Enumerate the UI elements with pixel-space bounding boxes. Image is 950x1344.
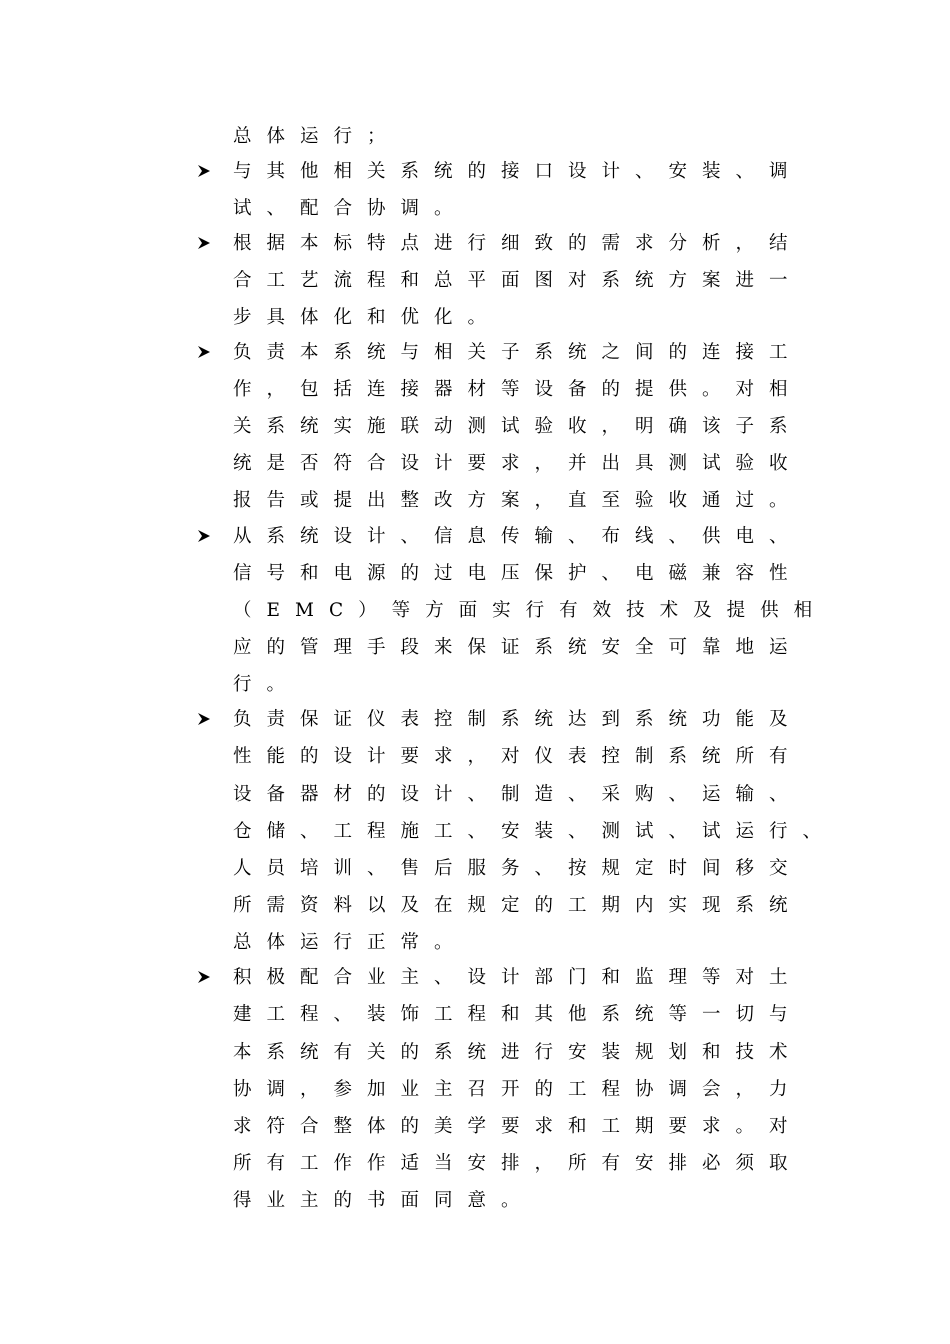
line-text: 设备器材的设计、制造、采购、运输、 — [233, 784, 803, 805]
line-text: 负责保证仪表控制系统达到系统功能及 — [233, 709, 803, 730]
line-text: 人员培训、售后服务、按规定时间移交 — [233, 858, 803, 879]
line-text: 性能的设计要求，对仪表控制系统所有 — [233, 746, 803, 767]
arrow-bullet-icon — [196, 963, 214, 993]
line-text: 关系统实施联动测试验收，明确该子系 — [233, 416, 803, 437]
line-text: 总体运行正常。 — [233, 932, 468, 953]
line-text: 试、配合协调。 — [233, 198, 468, 219]
line-text: 与其他相关系统的接口设计、安装、调 — [233, 161, 803, 182]
arrow-bullet-icon — [196, 229, 214, 259]
arrow-bullet-icon — [196, 522, 214, 552]
line-text: 负责本系统与相关子系统之间的连接工 — [233, 342, 803, 363]
line-text: 积极配合业主、设计部门和监理等对土 — [233, 967, 803, 988]
line-text: 步具体化和优化。 — [233, 307, 502, 328]
line-text: （EMC）等方面实行有效技术及提供相 — [233, 600, 828, 621]
line-text: 作，包括连接器材等设备的提供。对相 — [233, 379, 803, 400]
line-text: 协调，参加业主召开的工程协调会，力 — [233, 1079, 803, 1100]
line-text: 根据本标特点进行细致的需求分析，结 — [233, 233, 803, 254]
line-text: 所有工作作适当安排，所有安排必须取 — [233, 1153, 803, 1174]
line-text: 从系统设计、信息传输、布线、供电、 — [233, 526, 803, 547]
line-text: 本系统有关的系统进行安装规划和技术 — [233, 1042, 803, 1063]
line-text: 统是否符合设计要求，并出具测试验收 — [233, 453, 803, 474]
line-text: 报告或提出整改方案，直至验收通过。 — [233, 490, 803, 511]
line-text: 所需资料以及在规定的工期内实现系统 — [233, 895, 803, 916]
line-text: 仓储、工程施工、安装、测试、试运行、 — [233, 821, 837, 842]
line-text: 合工艺流程和总平面图对系统方案进一 — [233, 270, 803, 291]
line-text: 信号和电源的过电压保护、电磁兼容性 — [233, 563, 803, 584]
line-text: 行。 — [233, 674, 301, 695]
line-text: 求符合整体的美学要求和工期要求。对 — [233, 1116, 803, 1137]
line-text: 应的管理手段来保证系统安全可靠地运 — [233, 637, 803, 658]
line-text: 得业主的书面同意。 — [233, 1190, 535, 1211]
line-text: 建工程、装饰工程和其他系统等一切与 — [233, 1004, 803, 1025]
line-text: 总体运行； — [233, 126, 401, 147]
arrow-bullet-icon — [196, 157, 214, 187]
arrow-bullet-icon — [196, 705, 214, 735]
arrow-bullet-icon — [196, 338, 214, 368]
